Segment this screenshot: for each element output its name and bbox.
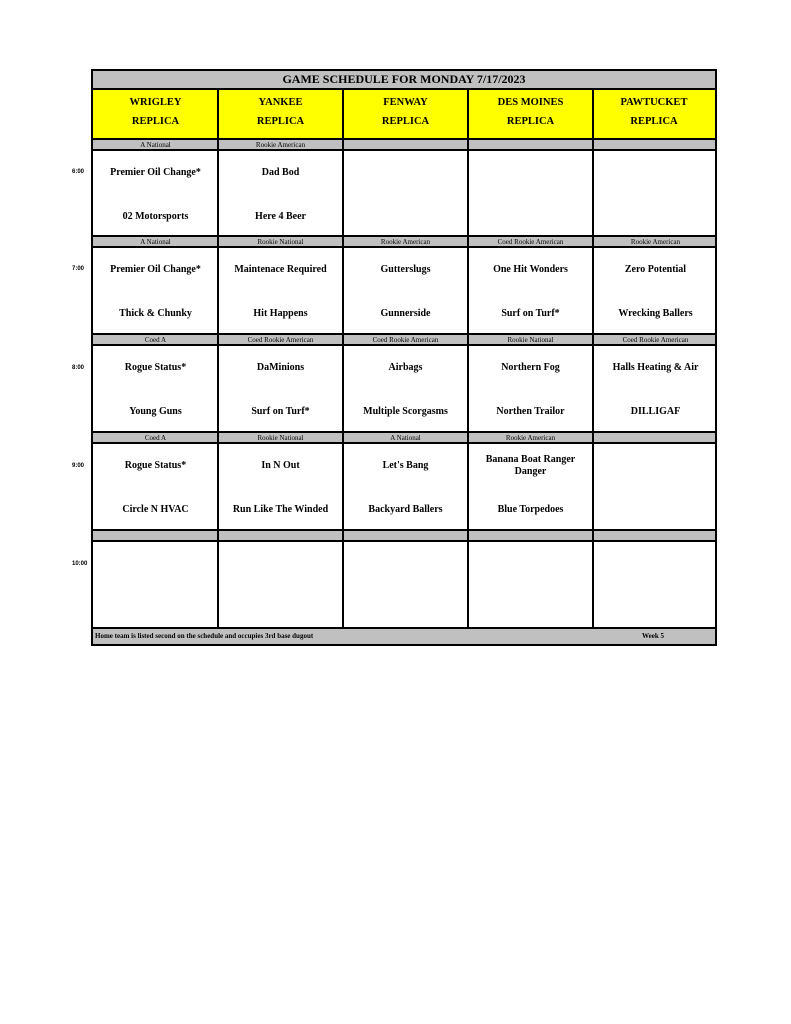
league-label: Rookie American (505, 434, 556, 442)
home-team: Circle N HVAC (122, 504, 189, 515)
column-divider (342, 90, 344, 629)
field-name: PAWTUCKET (620, 97, 688, 108)
league-label: Coed Rookie American (622, 336, 689, 344)
away-team: Let's Bang (382, 460, 429, 471)
column-divider (217, 90, 219, 629)
field-subtitle: REPLICA (506, 116, 555, 127)
league-label: A National (140, 238, 171, 246)
field-subtitle: REPLICA (381, 116, 430, 127)
schedule-sheet (91, 69, 717, 646)
field-name: FENWAY (383, 97, 428, 108)
league-label (593, 141, 718, 150)
league-label (218, 532, 343, 541)
column-divider (467, 90, 469, 629)
away-team: In N Out (261, 460, 300, 471)
league-label: Rookie American (380, 238, 431, 246)
time-label: 10:00 (72, 561, 88, 567)
away-team: Premier Oil Change* (110, 264, 201, 275)
away-team: Rogue Status* (124, 362, 187, 373)
home-team: Multiple Scorgasms (363, 406, 448, 417)
away-team: Zero Potential (624, 264, 687, 275)
league-label (93, 532, 218, 541)
week-label: Week 5 (642, 632, 664, 640)
league-label (468, 532, 593, 541)
league-label (593, 434, 718, 443)
league-label: Rookie National (257, 434, 304, 442)
home-team: Run Like The Winded (232, 504, 329, 515)
field-header-4 (593, 90, 715, 140)
league-label: Coed Rookie American (497, 238, 564, 246)
away-team: Gutterslugs (380, 264, 431, 275)
home-team: Surf on Turf* (251, 406, 310, 417)
home-team: Young Guns (129, 406, 182, 417)
away-team: DaMinions (256, 362, 305, 373)
time-label: 6:00 (72, 169, 85, 175)
home-team: Hit Happens (253, 308, 308, 319)
home-team: DILLIGAF (630, 406, 681, 417)
home-team: Blue Torpedoes (497, 504, 564, 515)
away-team: One Hit Wonders (493, 264, 568, 275)
away-team: Airbags (388, 362, 423, 373)
away-team: Premier Oil Change* (110, 167, 201, 178)
league-label (343, 141, 468, 150)
league-label: Rookie National (257, 238, 304, 246)
column-divider (592, 90, 594, 629)
league-label: Rookie American (630, 238, 681, 246)
home-team: Here 4 Beer (255, 211, 306, 222)
away-team: Halls Heating & Air (612, 362, 699, 373)
field-name: DES MOINES (497, 97, 564, 108)
field-subtitle: REPLICA (256, 116, 305, 127)
footer-note: Home team is listed second on the schedule and occupies 3rd base dugout (95, 632, 314, 640)
field-header-1 (218, 90, 343, 140)
field-header-2 (343, 90, 468, 140)
league-label: A National (390, 434, 421, 442)
home-team: Wrecking Ballers (618, 308, 693, 319)
away-team: Banana Boat Ranger Danger (485, 454, 576, 477)
league-label: Coed Rookie American (372, 336, 439, 344)
home-team: Surf on Turf* (501, 308, 560, 319)
schedule-title: GAME SCHEDULE FOR MONDAY 7/17/2023 (93, 71, 715, 90)
time-label: 8:00 (72, 365, 85, 371)
time-label: 9:00 (72, 463, 85, 469)
league-label: Coed Rookie American (247, 336, 314, 344)
away-team: Rogue Status* (124, 460, 187, 471)
home-team: Northen Trailor (496, 406, 565, 417)
field-header-0 (93, 90, 218, 140)
time-label: 7:00 (72, 266, 85, 272)
away-team: Maintenace Required (234, 264, 327, 275)
league-label: Rookie American (255, 141, 306, 149)
field-header-3 (468, 90, 593, 140)
away-team: Dad Bod (261, 167, 300, 178)
home-team: Gunnerside (380, 308, 431, 319)
home-team: 02 Motorsports (122, 211, 189, 222)
league-label: A National (140, 141, 171, 149)
field-subtitle: REPLICA (630, 116, 678, 127)
home-team: Backyard Ballers (368, 504, 443, 515)
league-label: Coed A (144, 434, 167, 442)
league-label (343, 532, 468, 541)
league-label: Coed A (144, 336, 167, 344)
field-subtitle: REPLICA (131, 116, 180, 127)
field-name: WRIGLEY (129, 97, 182, 108)
league-label (593, 532, 718, 541)
league-label: Rookie National (507, 336, 554, 344)
schedule-footer (93, 627, 715, 644)
home-team: Thick & Chunky (119, 308, 192, 319)
field-name: YANKEE (258, 97, 303, 108)
league-label (468, 141, 593, 150)
away-team: Northern Fog (501, 362, 560, 373)
